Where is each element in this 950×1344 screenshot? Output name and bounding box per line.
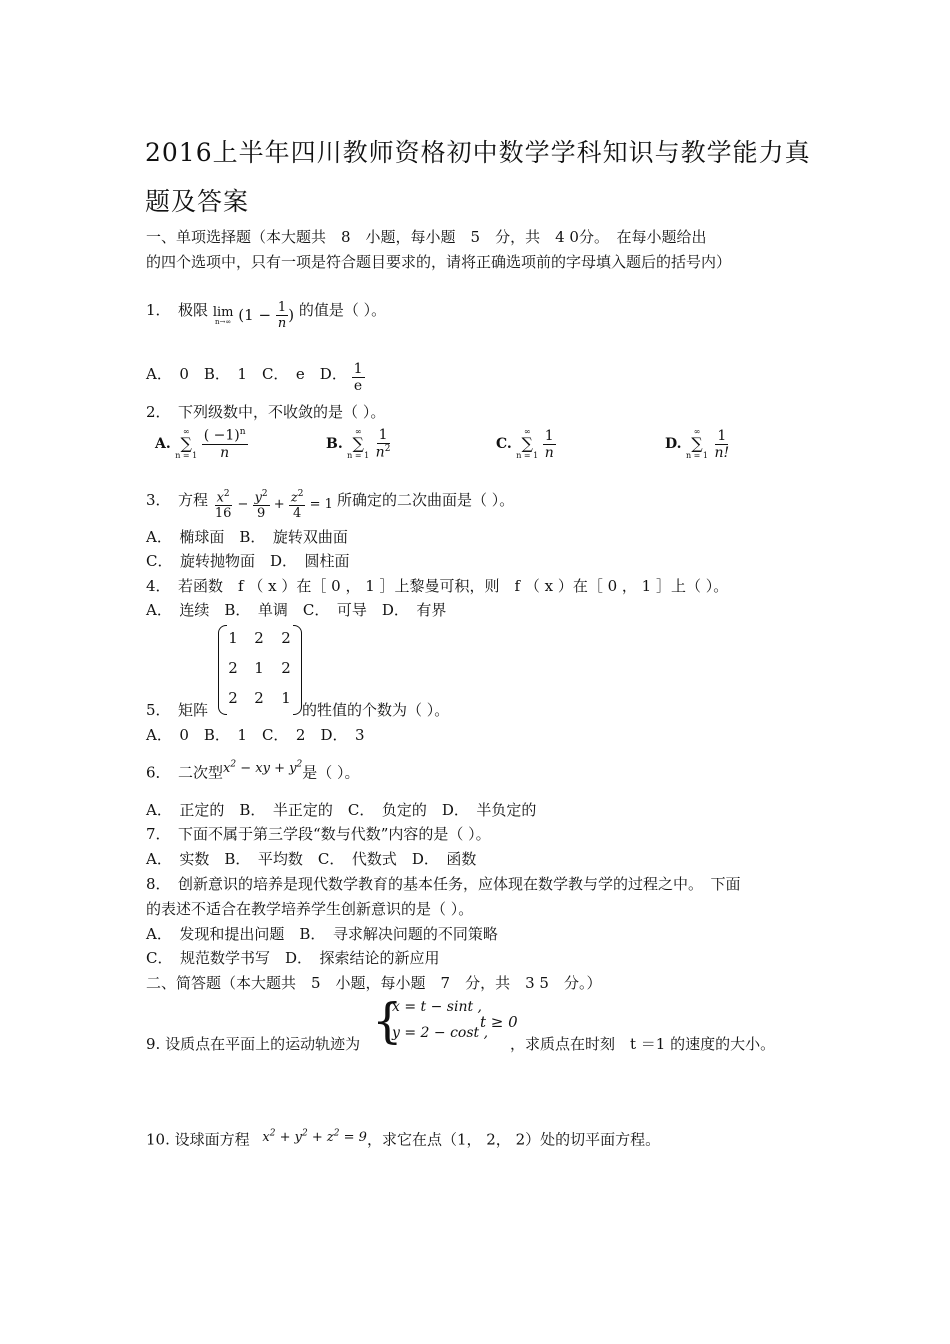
matrix	[218, 625, 302, 713]
matrix-cell: 2	[254, 689, 264, 707]
question-3: 3． 方程 $\frac{x^2}{16}$ − $\frac{y^2}{9}$ + $\frac{z^2}{4}$ = 1 所确定的二次曲面是（ ）。	[146, 488, 515, 521]
equation-condition: t ≥ 0	[480, 1013, 518, 1031]
matrix-cell: 2	[228, 689, 238, 707]
question-1-options: A． 0 B． 1 C． e D． $\frac{1}{e}$	[146, 361, 363, 394]
equation-x: x = t − sint ,	[392, 999, 482, 1015]
question-9-suffix: ，求质点在时刻 t ＝1 的速度的大小。	[510, 1035, 776, 1053]
question-7-options: A． 实数 B． 平均数 C． 代数式 D． 函数	[146, 850, 477, 868]
matrix-cell: 1	[254, 659, 264, 677]
matrix-cell: 2	[281, 659, 291, 677]
question-2-option-b: B. ∞ ∑ n = 1 $\frac{1}{n^2}$	[326, 427, 391, 461]
question-9-prefix: 9. 设质点在平面上的运动轨迹为	[146, 1035, 361, 1053]
question-8-line2: 的表述不适合在教学培养学生创新意识的是（ ）。	[146, 900, 474, 918]
question-2-option-d: D. ∞ ∑ n = 1 $\frac{1}{n!}$	[665, 427, 730, 461]
question-3-options-line1: A． 椭球面 B． 旋转双曲面	[146, 528, 348, 546]
limit-expression: (1 − $\frac{1}{n}$ )	[238, 300, 295, 331]
question-6: 6． 二次型$x^2$ − xy + $y^2$是（ ）。	[146, 760, 360, 782]
matrix-cell: 2	[228, 659, 238, 677]
question-8-line1: 8． 创新意识的培养是现代数学教育的基本任务，应体现在数学教与学的过程之中。 下面	[146, 875, 741, 893]
question-7: 7． 下面不属于第三学段“数与代数”内容的是（ ）。	[146, 825, 491, 843]
page-title-line2: 题及答案	[145, 187, 250, 216]
left-brace: {	[372, 993, 403, 1049]
question-1	[146, 290, 386, 334]
question-8-options-line2: C． 规范数学书写 D． 探索结论的新应用	[146, 949, 440, 967]
question-4-options: A． 连续 B． 单调 C． 可导 D． 有界	[146, 601, 447, 619]
matrix-cell: 1	[281, 689, 291, 707]
question-5-suffix: 的牲值的个数为（ ）。	[302, 701, 450, 719]
question-1-suffix: 的值是（ ）。	[298, 301, 387, 319]
section2-instructions: 二、简答题（本大题共 5 小题，每小题 7 分，共 3 5 分。）	[146, 974, 602, 992]
sphere-equation: $x^2 + y^2 + z^2 = 9$	[262, 1129, 367, 1146]
motion-equation-system	[372, 995, 522, 1051]
quadric-equation: $\frac{x^2}{16}$ − $\frac{y^2}{9}$ + $\frac{z^2}{4}$ = 1	[214, 488, 333, 521]
question-8-options-line1: A． 发现和提出问题 B． 寻求解决问题的不同策略	[146, 925, 498, 943]
question-2-option-a: A. ∞ ∑ n = 1 $\frac{( -1)^n}{n}$	[155, 427, 246, 461]
section1-instructions-line1: 一、单项选择题（本大题共 8 小题，每小题 5 分，共 4 0分。 在每小题给出	[146, 228, 707, 246]
question-2: 2． 下列级数中，不收敛的是（ ）。	[146, 403, 386, 421]
matrix-cell: 1	[228, 629, 238, 647]
question-5-prefix: 5． 矩阵	[146, 701, 209, 719]
equation-y: y = 2 − cost ,	[392, 1025, 489, 1041]
question-10: 10. 设球面方程 $x^2 + y^2 + z^2 = 9$，求它在点（1， 2， 2）处的切平面方程。	[146, 1129, 661, 1149]
limit-operator: lim n→∞	[212, 304, 234, 326]
question-4: 4． 若函数 f （ x ）在［ 0 ， 1 ］上黎曼可积，则 f （ x ）在［ 0 ， 1 ］上（ ）。	[146, 577, 729, 595]
question-6-options: A． 正定的 B． 半正定的 C． 负定的 D． 半负定的	[146, 801, 537, 819]
page-title-line1: 2016上半年四川教师资格初中数学学科知识与教学能力真	[145, 138, 811, 167]
matrix-cell: 2	[254, 629, 264, 647]
question-3-options-line2: C． 旋转抛物面 D． 圆柱面	[146, 552, 350, 570]
matrix-cell: 2	[281, 629, 291, 647]
question-2-option-c: C. ∞ ∑ n = 1 $\frac{1}{n}$	[496, 427, 554, 461]
section1-instructions-line2: 的四个选项中，只有一项是符合题目要求的，请将正确选项前的字母填入题后的括号内）	[146, 253, 732, 271]
question-1-prefix: 1． 极限	[146, 301, 209, 319]
question-5-options: A． 0 B． 1 C． 2 D． 3	[146, 726, 365, 744]
